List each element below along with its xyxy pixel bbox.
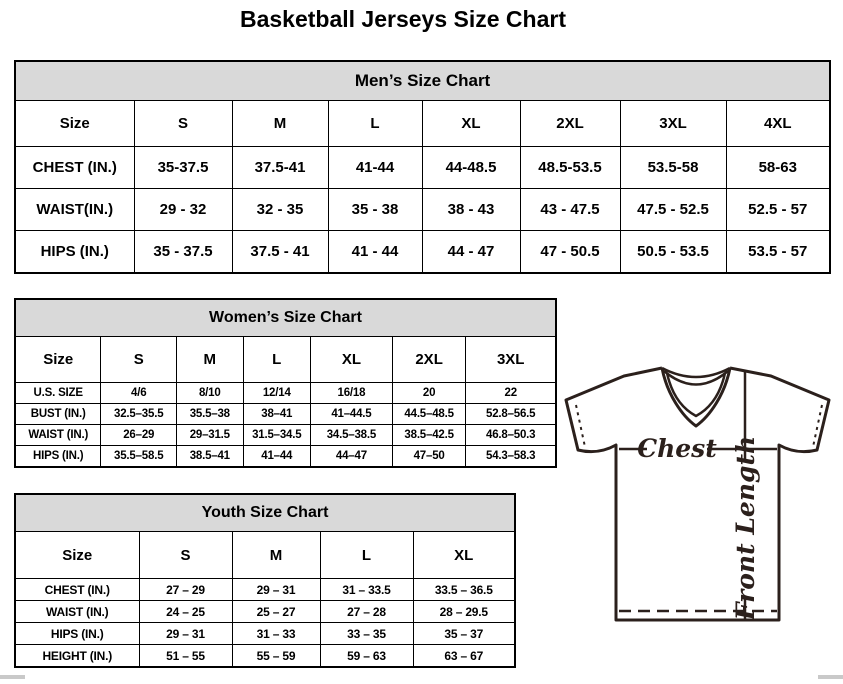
- value-cell: 8/10: [177, 383, 243, 404]
- value-cell: 38 - 43: [422, 189, 520, 231]
- row-label: Size: [15, 101, 134, 147]
- value-cell: 37.5 - 41: [232, 231, 328, 274]
- chest-label: Chest: [637, 434, 717, 463]
- value-cell: 38–41: [243, 404, 310, 425]
- column-header: M: [177, 337, 243, 383]
- column-header: M: [232, 532, 320, 579]
- table-row: [15, 425, 556, 446]
- value-cell: 29 – 31: [232, 579, 320, 601]
- row-label: BUST (IN.): [15, 404, 101, 425]
- table-row: [15, 189, 830, 231]
- row-label: CHEST (IN.): [15, 147, 134, 189]
- column-header: XL: [311, 337, 393, 383]
- table-row: [15, 299, 556, 337]
- value-cell: 4/6: [101, 383, 177, 404]
- table-row: [15, 579, 515, 601]
- value-cell: 29–31.5: [177, 425, 243, 446]
- value-cell: 51 – 55: [139, 645, 232, 668]
- value-cell: 43 - 47.5: [520, 189, 620, 231]
- value-cell: 28 – 29.5: [413, 601, 515, 623]
- column-header: M: [232, 101, 328, 147]
- value-cell: 59 – 63: [320, 645, 413, 668]
- front-length-label: Front Length: [731, 435, 760, 621]
- column-header: 2XL: [520, 101, 620, 147]
- value-cell: 29 - 32: [134, 189, 232, 231]
- jersey-diagram: [555, 360, 843, 679]
- value-cell: 44-48.5: [422, 147, 520, 189]
- column-header: 3XL: [620, 101, 726, 147]
- value-cell: 33.5 – 36.5: [413, 579, 515, 601]
- value-cell: 55 – 59: [232, 645, 320, 668]
- value-cell: 35.5–58.5: [101, 446, 177, 468]
- youth-size-table: [14, 493, 516, 668]
- value-cell: 37.5-41: [232, 147, 328, 189]
- table-row: [15, 601, 515, 623]
- value-cell: 32.5–35.5: [101, 404, 177, 425]
- value-cell: 38.5–42.5: [392, 425, 466, 446]
- table-row: [15, 404, 556, 425]
- value-cell: 47–50: [392, 446, 466, 468]
- row-label: Size: [15, 532, 139, 579]
- womens-size-table: [14, 298, 557, 468]
- value-cell: 41-44: [328, 147, 422, 189]
- value-cell: 44.5–48.5: [392, 404, 466, 425]
- table-row: [15, 147, 830, 189]
- value-cell: 32 - 35: [232, 189, 328, 231]
- value-cell: 44–47: [311, 446, 393, 468]
- value-cell: 31 – 33.5: [320, 579, 413, 601]
- scrollbar-fragment-left: [0, 675, 25, 679]
- row-label: WAIST(IN.): [15, 189, 134, 231]
- value-cell: 41 - 44: [328, 231, 422, 274]
- value-cell: 52.8–56.5: [466, 404, 556, 425]
- value-cell: 24 – 25: [139, 601, 232, 623]
- row-label: Size: [15, 337, 101, 383]
- value-cell: 12/14: [243, 383, 310, 404]
- table-row: [15, 101, 830, 147]
- value-cell: 35 - 38: [328, 189, 422, 231]
- value-cell: 31 – 33: [232, 623, 320, 645]
- value-cell: 29 – 31: [139, 623, 232, 645]
- value-cell: 16/18: [311, 383, 393, 404]
- mens-chart-title: Men’s Size Chart: [15, 61, 830, 101]
- column-header: L: [320, 532, 413, 579]
- womens-chart-title: Women’s Size Chart: [15, 299, 556, 337]
- column-header: S: [134, 101, 232, 147]
- value-cell: 52.5 - 57: [726, 189, 830, 231]
- value-cell: 26–29: [101, 425, 177, 446]
- row-label: HEIGHT (IN.): [15, 645, 139, 668]
- row-label: CHEST (IN.): [15, 579, 139, 601]
- table-row: [15, 645, 515, 668]
- value-cell: 20: [392, 383, 466, 404]
- row-label: HIPS (IN.): [15, 623, 139, 645]
- table-row: [15, 337, 556, 383]
- value-cell: 53.5-58: [620, 147, 726, 189]
- table-row: [15, 231, 830, 274]
- row-label: HIPS (IN.): [15, 231, 134, 274]
- table-row: [15, 623, 515, 645]
- value-cell: 27 – 29: [139, 579, 232, 601]
- value-cell: 46.8–50.3: [466, 425, 556, 446]
- column-header: 2XL: [392, 337, 466, 383]
- column-header: 4XL: [726, 101, 830, 147]
- value-cell: 44 - 47: [422, 231, 520, 274]
- table-row: [15, 494, 515, 532]
- value-cell: 47.5 - 52.5: [620, 189, 726, 231]
- table-row: [15, 446, 556, 468]
- column-header: XL: [422, 101, 520, 147]
- row-label: HIPS (IN.): [15, 446, 101, 468]
- jersey-outline: [566, 368, 829, 620]
- value-cell: 41–44: [243, 446, 310, 468]
- table-row: [15, 383, 556, 404]
- value-cell: 27 – 28: [320, 601, 413, 623]
- youth-chart-title: Youth Size Chart: [15, 494, 515, 532]
- value-cell: 31.5–34.5: [243, 425, 310, 446]
- row-label: U.S. SIZE: [15, 383, 101, 404]
- value-cell: 35.5–38: [177, 404, 243, 425]
- value-cell: 50.5 - 53.5: [620, 231, 726, 274]
- value-cell: 25 – 27: [232, 601, 320, 623]
- column-header: XL: [413, 532, 515, 579]
- value-cell: 35-37.5: [134, 147, 232, 189]
- value-cell: 34.5–38.5: [311, 425, 393, 446]
- value-cell: 48.5-53.5: [520, 147, 620, 189]
- value-cell: 35 - 37.5: [134, 231, 232, 274]
- column-header: S: [101, 337, 177, 383]
- column-header: 3XL: [466, 337, 556, 383]
- row-label: WAIST (IN.): [15, 601, 139, 623]
- column-header: L: [328, 101, 422, 147]
- value-cell: 41–44.5: [311, 404, 393, 425]
- value-cell: 22: [466, 383, 556, 404]
- value-cell: 63 – 67: [413, 645, 515, 668]
- column-header: L: [243, 337, 310, 383]
- column-header: S: [139, 532, 232, 579]
- table-row: [15, 61, 830, 101]
- mens-size-table: [14, 60, 831, 274]
- scrollbar-fragment-right: [818, 675, 843, 679]
- value-cell: 58-63: [726, 147, 830, 189]
- value-cell: 47 - 50.5: [520, 231, 620, 274]
- value-cell: 53.5 - 57: [726, 231, 830, 274]
- page-title: Basketball Jerseys Size Chart: [239, 6, 566, 32]
- value-cell: 38.5–41: [177, 446, 243, 468]
- table-row: [15, 532, 515, 579]
- value-cell: 33 – 35: [320, 623, 413, 645]
- value-cell: 35 – 37: [413, 623, 515, 645]
- value-cell: 54.3–58.3: [466, 446, 556, 468]
- row-label: WAIST (IN.): [15, 425, 101, 446]
